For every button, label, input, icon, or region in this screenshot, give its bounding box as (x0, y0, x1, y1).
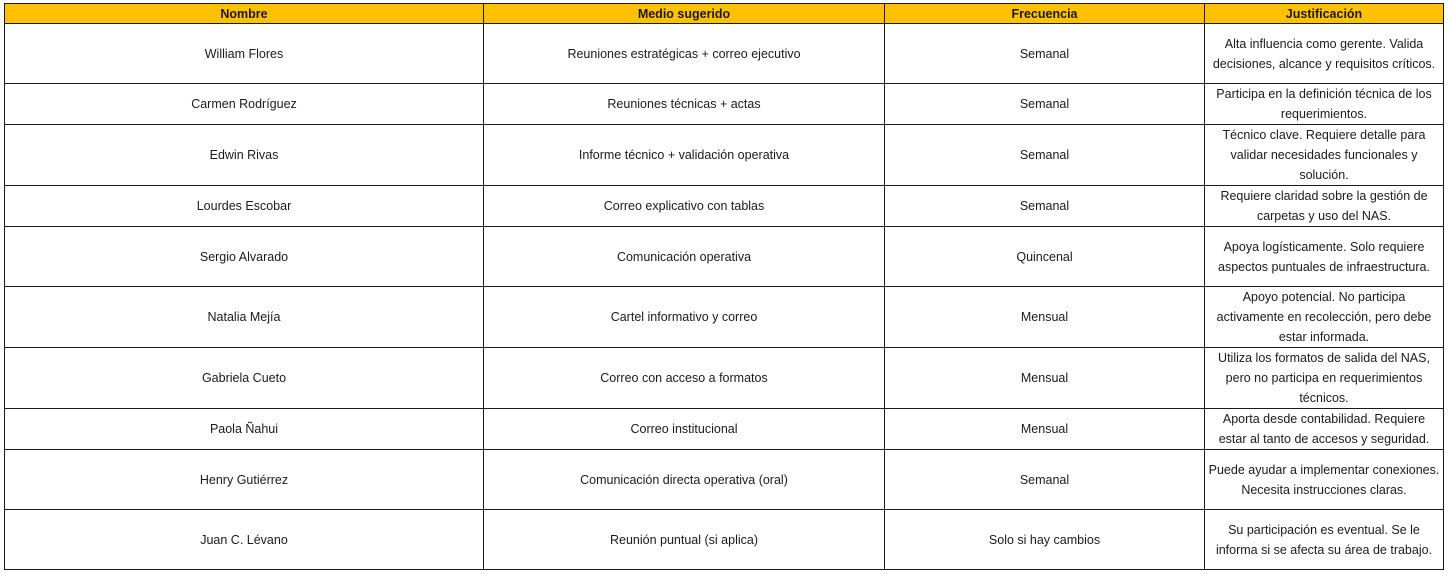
cell-medio[interactable]: Reuniones técnicas + actas (484, 84, 885, 125)
table-row (5, 450, 1444, 510)
cell-medio[interactable]: Correo institucional (484, 409, 885, 450)
cell-frecuencia[interactable]: Semanal (885, 186, 1205, 227)
cell-justificacion[interactable]: Alta influencia como gerente. Valida decisiones, alcance y requisitos críticos. (1205, 24, 1444, 84)
cell-nombre[interactable]: Lourdes Escobar (5, 186, 484, 227)
cell-medio[interactable]: Comunicación operativa (484, 227, 885, 287)
table-row (5, 186, 1444, 227)
cell-frecuencia[interactable]: Semanal (885, 125, 1205, 186)
communication-plan-sheet (4, 3, 1444, 570)
cell-medio[interactable]: Cartel informativo y correo (484, 287, 885, 348)
cell-justificacion[interactable]: Puede ayudar a implementar conexiones. Necesita instrucciones claras. (1205, 450, 1444, 510)
cell-justificacion[interactable]: Apoyo potencial. No participa activamente en recolección, pero debe estar informada. (1205, 287, 1444, 348)
cell-frecuencia[interactable]: Mensual (885, 409, 1205, 450)
header-justificacion[interactable]: Justificación (1205, 4, 1444, 24)
cell-medio[interactable]: Correo con acceso a formatos (484, 348, 885, 409)
header-medio-sugerido[interactable]: Medio sugerido (484, 4, 885, 24)
cell-frecuencia[interactable]: Solo si hay cambios (885, 510, 1205, 570)
cell-justificacion[interactable]: Participa en la definición técnica de los requerimientos. (1205, 84, 1444, 125)
cell-nombre[interactable]: Natalia Mejía (5, 287, 484, 348)
cell-justificacion[interactable]: Requiere claridad sobre la gestión de carpetas y uso del NAS. (1205, 186, 1444, 227)
cell-medio[interactable]: Informe técnico + validación operativa (484, 125, 885, 186)
cell-medio[interactable]: Reunión puntual (si aplica) (484, 510, 885, 570)
cell-nombre[interactable]: Gabriela Cueto (5, 348, 484, 409)
cell-justificacion[interactable]: Apoya logísticamente. Solo requiere aspectos puntuales de infraestructura. (1205, 227, 1444, 287)
cell-frecuencia[interactable]: Mensual (885, 348, 1205, 409)
cell-frecuencia[interactable]: Semanal (885, 24, 1205, 84)
table-row (5, 510, 1444, 570)
cell-nombre[interactable]: Juan C. Lévano (5, 510, 484, 570)
cell-justificacion[interactable]: Utiliza los formatos de salida del NAS, pero no participa en requerimientos técnicos. (1205, 348, 1444, 409)
cell-justificacion[interactable]: Aporta desde contabilidad. Requiere estar al tanto de accesos y seguridad. (1205, 409, 1444, 450)
cell-medio[interactable]: Reuniones estratégicas + correo ejecutivo (484, 24, 885, 84)
cell-justificacion[interactable]: Técnico clave. Requiere detalle para validar necesidades funcionales y solución. (1205, 125, 1444, 186)
cell-nombre[interactable]: Henry Gutiérrez (5, 450, 484, 510)
cell-frecuencia[interactable]: Mensual (885, 287, 1205, 348)
cell-nombre[interactable]: Edwin Rivas (5, 125, 484, 186)
table-row (5, 348, 1444, 409)
header-row (5, 4, 1444, 24)
table-row (5, 24, 1444, 84)
table-row (5, 84, 1444, 125)
cell-frecuencia[interactable]: Quincenal (885, 227, 1205, 287)
table-row (5, 409, 1444, 450)
table-row (5, 125, 1444, 186)
header-frecuencia[interactable]: Frecuencia (885, 4, 1205, 24)
cell-medio[interactable]: Correo explicativo con tablas (484, 186, 885, 227)
communication-plan-table (4, 3, 1444, 570)
table-row (5, 287, 1444, 348)
cell-frecuencia[interactable]: Semanal (885, 450, 1205, 510)
cell-nombre[interactable]: Paola Ñahui (5, 409, 484, 450)
table-row (5, 227, 1444, 287)
cell-nombre[interactable]: Carmen Rodríguez (5, 84, 484, 125)
header-nombre[interactable]: Nombre (5, 4, 484, 24)
cell-justificacion[interactable]: Su participación es eventual. Se le informa si se afecta su área de trabajo. (1205, 510, 1444, 570)
cell-medio[interactable]: Comunicación directa operativa (oral) (484, 450, 885, 510)
cell-nombre[interactable]: Sergio Alvarado (5, 227, 484, 287)
cell-nombre[interactable]: William Flores (5, 24, 484, 84)
cell-frecuencia[interactable]: Semanal (885, 84, 1205, 125)
